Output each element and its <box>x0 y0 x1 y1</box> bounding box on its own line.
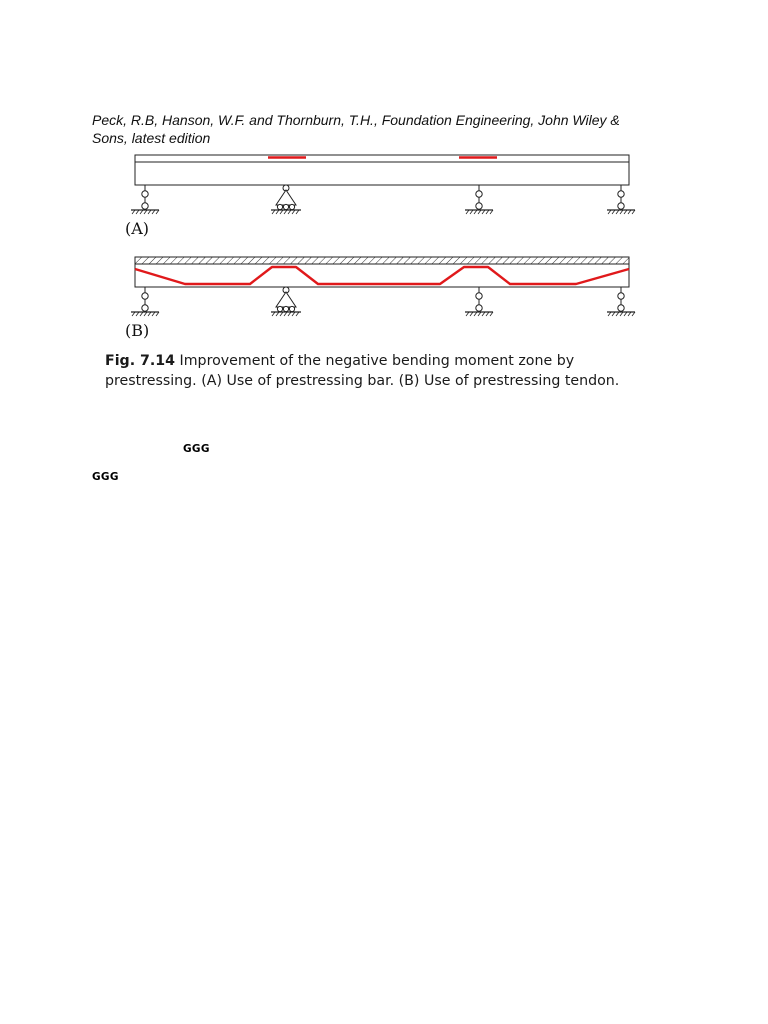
panel-b-label: (B) <box>125 321 150 340</box>
prestressing-figure <box>100 150 645 345</box>
caption-text: Improvement of the negative bending moment zone by prestressing. (A) Use of prestressing bar. (B) Use of prestressing tendon. <box>105 353 620 389</box>
support-roller-a3 <box>465 185 493 214</box>
support-roller-b4 <box>607 287 635 316</box>
support-pin-b2 <box>271 287 301 316</box>
marker-text-1: GGG <box>183 443 210 455</box>
reference-citation: Peck, R.B, Hanson, W.F. and Thornburn, T.H., Foundation Engineering, John Wiley & Sons, latest edition <box>92 112 620 146</box>
support-roller-a1 <box>131 185 159 214</box>
panel-a-label: (A) <box>125 219 150 238</box>
beam-a-girder <box>135 162 629 185</box>
panel-b <box>125 257 635 340</box>
support-roller-b3 <box>465 287 493 316</box>
beam-b-slab <box>135 257 629 264</box>
figure-caption <box>105 351 665 391</box>
panel-a <box>125 155 635 238</box>
support-pin-a2 <box>271 185 301 214</box>
support-roller-b1 <box>131 287 159 316</box>
marker-text-2: GGG <box>92 471 119 483</box>
figure-number: Fig. 7.14 <box>105 353 176 369</box>
support-roller-a4 <box>607 185 635 214</box>
beam-a-slab <box>135 155 629 162</box>
